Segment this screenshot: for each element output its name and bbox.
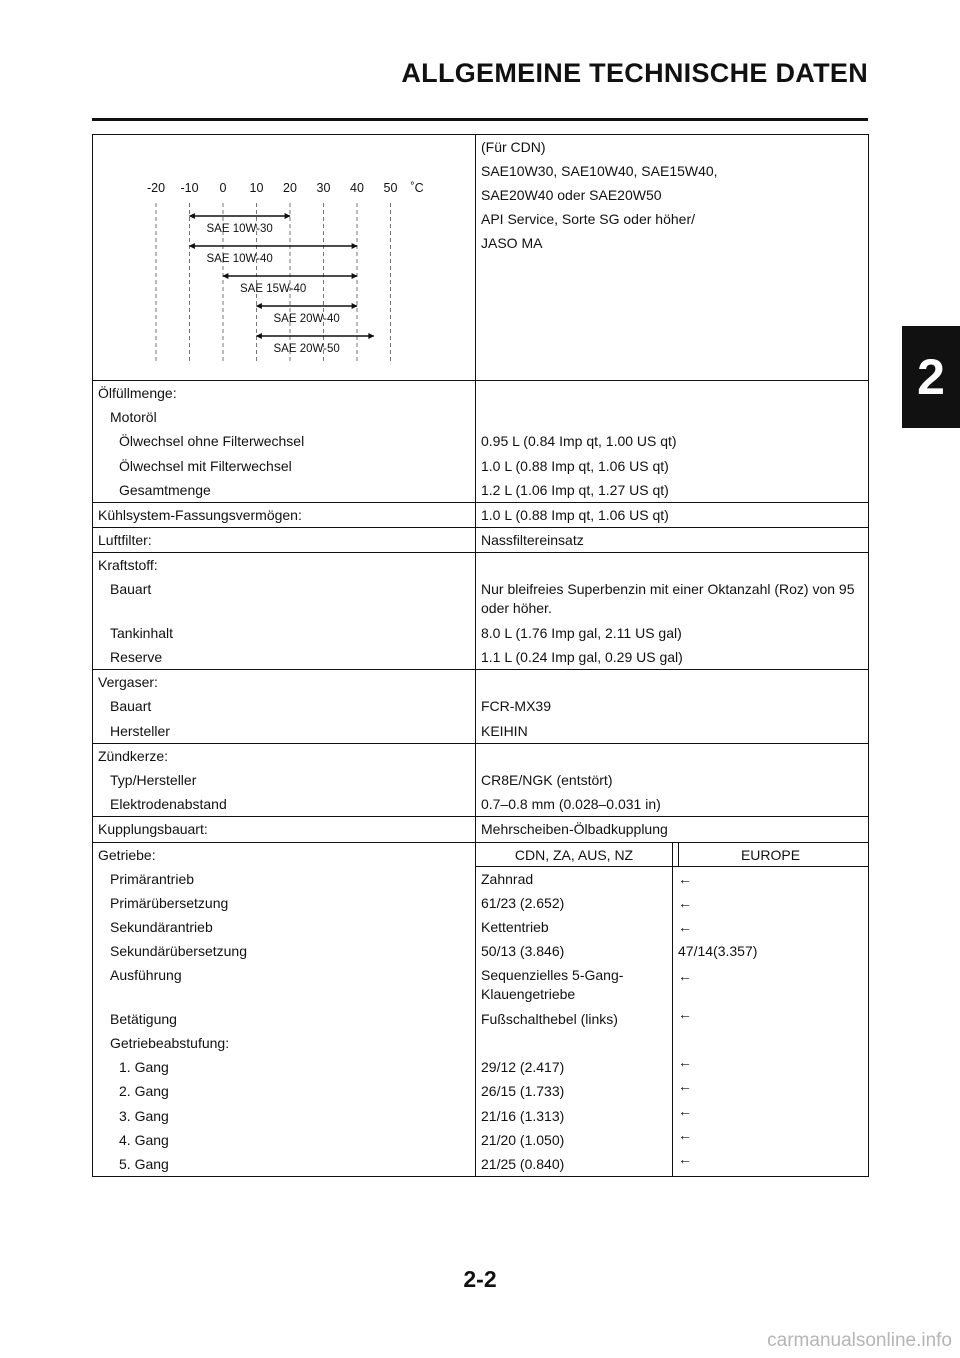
temperature-unit: ˚C [410,181,424,195]
gear-value: 26/15 (1.733) [481,1083,565,1100]
spec-label: Elektrodenabstand [110,796,227,813]
temperature-tick: 10 [249,181,264,195]
gear-value: 21/20 (1.050) [481,1131,565,1148]
spec-value: 8.0 L (1.76 Imp gal, 2.11 US gal) [481,624,682,641]
spec-value: ← [678,919,692,936]
spec-label: Getriebeabstufung: [110,1035,230,1052]
viscosity-range-label: SAE 15W-40 [240,283,307,295]
carburetor-row [93,670,869,744]
spec-label: Gesamtmenge [119,481,211,498]
spec-label: Sekundärantrieb [110,919,213,936]
spec-value: KEIHIN [481,722,528,739]
spec-value: ← [678,870,692,887]
oil-capacity-labels [93,381,476,503]
viscosity-range-label: SAE 20W-50 [273,343,340,355]
oil-spec-cell [476,135,869,381]
spec-value: CR8E/NGK (entstört) [481,772,613,789]
spec-value: 1.2 L (1.06 Imp qt, 1.27 US qt) [481,481,669,498]
spec-value: 50/13 (3.846) [481,943,565,960]
page-title: ALLGEMEINE TECHNISCHE DATEN [401,58,868,88]
gearbox-col-europe [673,867,868,1176]
section-label: Kraftstoff: [98,557,158,574]
gear-value: ← [678,1102,692,1119]
oil-spec-line: (Für CDN) [481,139,546,155]
spec-value: Nassfiltereinsatz [481,532,584,549]
sub-label: Motoröl [110,409,157,426]
oil-viscosity-chart [93,135,475,377]
coolant-row [93,503,869,528]
spec-value: ← [678,967,692,984]
spec-value: Mehrscheiben-Ölbadkupplung [481,821,668,838]
oil-spec-line: JASO MA [481,235,543,251]
spec-label: Typ/Hersteller [110,772,197,789]
oil-viscosity-chart-cell [93,135,476,381]
spec-value: ← [678,895,692,912]
spec-label: Tankinhalt [110,624,174,641]
gear-label: 2. Gang [119,1083,169,1100]
temperature-tick: 40 [350,181,364,195]
section-label: Getriebe: [98,846,156,863]
spec-value: Sequenzielles 5-Gang-Klauengetriebe [481,967,624,1003]
spec-value: 1.0 L (0.88 Imp qt, 1.06 US qt) [481,457,669,474]
spec-value: 0.7–0.8 mm (0.028–0.031 in) [481,796,661,813]
temperature-tick: 20 [283,181,297,195]
temperature-tick: 30 [316,181,331,195]
gear-label: 4. Gang [119,1131,169,1148]
spec-label: Ölwechsel ohne Filterwechsel [119,433,305,450]
spec-value: 61/23 (2.652) [481,895,565,912]
oil-spec-line: SAE10W30, SAE10W40, SAE15W40, [481,163,718,179]
spec-value: 47/14(3.357) [678,943,758,960]
gear-value: ← [678,1151,692,1168]
spark-plug-row [93,743,869,817]
spec-value: Kettentrieb [481,919,549,936]
spec-label: Sekundärübersetzung [110,943,247,960]
gear-label: 3. Gang [119,1107,169,1124]
section-label: Kühlsystem-Fassungsvermögen: [98,507,302,524]
spec-label: Hersteller [110,722,170,739]
gearbox-labels [93,842,476,1177]
oil-spec-line: API Service, Sorte SG oder höher/ [481,211,695,227]
oil-spec-line: SAE20W40 oder SAE20W50 [481,187,662,203]
gear-value: 21/25 (0.840) [481,1156,565,1173]
oil-capacity-values [476,381,869,503]
col-header-europe: EUROPE [740,846,801,863]
fuel-labels [93,553,476,670]
gearbox-values [476,842,869,1177]
spec-value: Nur bleifreies Superbenzin mit einer Oktanzahl (Roz) von 95 oder höher. [481,581,855,617]
spec-label: Bauart [110,581,152,598]
spec-label: Ausführung [110,967,182,984]
col-header-cdn: CDN, ZA, AUS, NZ [476,843,679,867]
temperature-tick: 0 [219,181,227,195]
section-label: Zündkerze: [98,747,169,764]
viscosity-range-label: SAE 10W-40 [206,253,273,265]
section-label: Vergaser: [98,674,158,691]
fuel-row [93,553,869,670]
section-label: Ölfüllmenge: [98,385,177,401]
spec-label: Primärübersetzung [110,895,229,912]
chapter-tab[interactable]: 2 [902,326,960,428]
watermark: carmanualsonline.info [767,1330,952,1351]
gear-label: 5. Gang [119,1156,169,1173]
spec-label: Bauart [110,698,152,715]
section-label: Kupplungsbauart: [98,821,208,838]
spec-value: 1.0 L (0.88 Imp qt, 1.06 US qt) [481,507,669,524]
spec-label: Primärantrieb [110,870,195,887]
gearbox-col-cdn [476,867,673,1176]
fuel-values [476,553,869,670]
viscosity-range-label: SAE 10W-30 [206,223,273,235]
gear-value: ← [678,1126,692,1143]
spec-value: FCR-MX39 [481,698,552,715]
oil-viscosity-row [93,135,869,381]
spec-table [92,134,869,1177]
gear-value: ← [678,1054,692,1071]
air-filter-row [93,528,869,553]
title-rule [92,118,868,121]
page-number: 2-2 [463,1266,497,1292]
gear-value: ← [678,1078,692,1095]
spec-value: Fußschalthebel (links) [481,1010,618,1027]
spec-value: 1.1 L (0.24 Imp gal, 0.29 US gal) [481,649,683,666]
temperature-tick: 50 [383,181,398,195]
gear-label: 1. Gang [119,1059,169,1076]
temperature-tick: -10 [180,181,199,195]
spec-value: Zahnrad [481,870,534,887]
oil-capacity-row [93,381,869,503]
spec-value: 0.95 L (0.84 Imp qt, 1.00 US qt) [481,433,677,450]
section-label: Luftfilter: [98,532,152,549]
viscosity-range-label: SAE 20W-40 [273,313,340,325]
gear-value: 21/16 (1.313) [481,1107,565,1124]
gearbox-row [93,842,869,1177]
spec-value: ← [678,1005,692,1022]
temperature-tick: -20 [146,181,166,195]
spec-label: Reserve [110,649,163,666]
clutch-row [93,817,869,842]
spec-label: Betätigung [110,1010,177,1027]
gear-value: 29/12 (2.417) [481,1059,565,1076]
spec-label: Ölwechsel mit Filterwechsel [119,457,292,474]
